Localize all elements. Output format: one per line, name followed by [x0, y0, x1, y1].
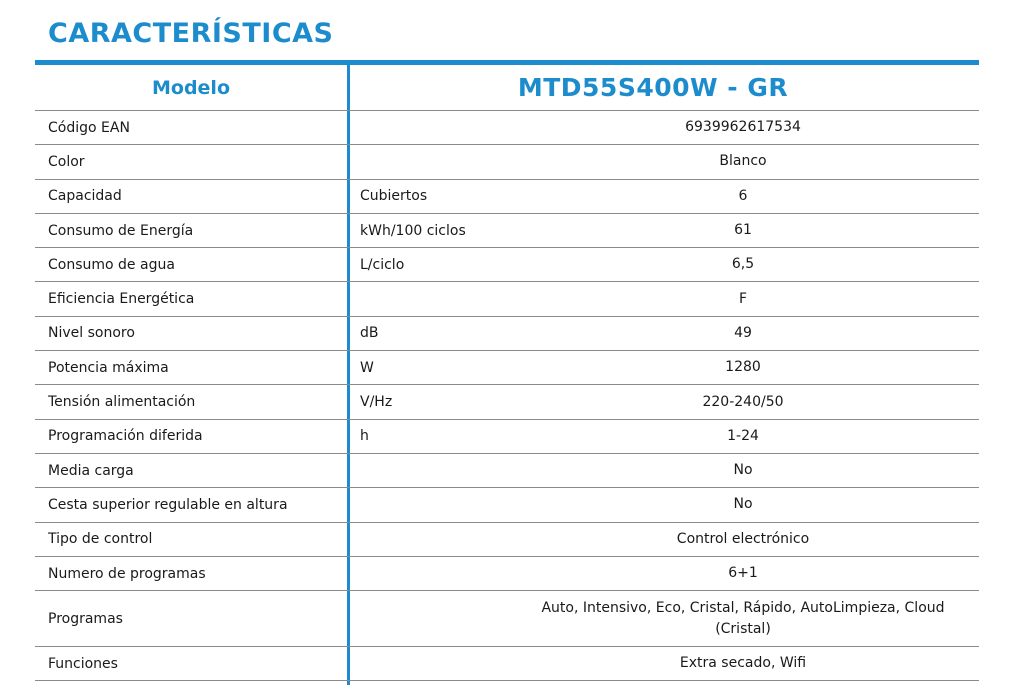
specs-table	[35, 65, 979, 681]
spec-value: 61	[734, 222, 752, 239]
spec-value: F	[738, 290, 748, 307]
table-row	[35, 317, 979, 351]
spec-value: No	[733, 462, 753, 479]
spec-value: 220-240/50	[702, 393, 784, 410]
table-row	[35, 454, 979, 488]
header-model: MTD55S400W - GR	[517, 73, 789, 102]
table-row	[35, 647, 979, 681]
table-row	[35, 523, 979, 557]
spec-name: Color	[48, 153, 85, 170]
spec-value: No	[733, 496, 753, 513]
spec-name: Consumo de Energía	[48, 222, 194, 239]
spec-value: 49	[734, 324, 752, 341]
spec-name: Tipo de control	[48, 531, 153, 548]
spec-name: Eficiencia Energética	[48, 291, 195, 308]
spec-unit: L/ciclo	[360, 256, 405, 273]
spec-name: Funciones	[48, 655, 118, 672]
spec-value: 6,5	[731, 256, 755, 273]
table-row	[35, 248, 979, 282]
spec-name: Código EAN	[48, 119, 130, 136]
spec-value: Control electrónico	[676, 530, 810, 547]
spec-unit: kWh/100 ciclos	[360, 222, 466, 239]
spec-value: 6	[738, 187, 748, 204]
table-row	[35, 214, 979, 248]
spec-unit: W	[360, 359, 374, 376]
spec-name: Tensión alimentación	[48, 394, 196, 411]
spec-value: Extra secado, Wifi	[679, 655, 807, 672]
table-row	[35, 351, 979, 385]
spec-name: Potencia máxima	[48, 359, 169, 376]
spec-value: 6939962617534	[685, 119, 801, 136]
spec-unit: h	[360, 428, 369, 445]
table-row	[35, 180, 979, 214]
spec-name: Programas	[48, 610, 123, 627]
table-row	[35, 111, 979, 145]
spec-unit: dB	[360, 325, 379, 342]
table-row	[35, 145, 979, 179]
spec-unit: V/Hz	[360, 394, 393, 411]
table-row	[35, 282, 979, 316]
spec-name: Media carga	[48, 462, 134, 479]
table-row	[35, 557, 979, 591]
table-row	[35, 488, 979, 522]
table-header-row	[35, 65, 979, 111]
spec-unit: Cubiertos	[360, 188, 428, 205]
spec-name: Programación diferida	[48, 428, 203, 445]
header-label: Modelo	[151, 76, 230, 99]
table-row	[35, 420, 979, 454]
spec-name: Cesta superior regulable en altura	[48, 496, 288, 513]
spec-name: Capacidad	[48, 188, 122, 205]
spec-name: Consumo de agua	[48, 256, 175, 273]
spec-value: Auto, Intensivo, Eco, Cristal, Rápido, AutoLimpieza, Cloud (Cristal)	[541, 599, 945, 637]
spec-name: Numero de programas	[48, 565, 206, 582]
spec-name: Nivel sonoro	[48, 325, 135, 342]
spec-value: 1280	[725, 359, 761, 376]
table-row	[35, 591, 979, 647]
spec-value: 1-24	[727, 427, 759, 444]
spec-value: 6+1	[728, 565, 758, 581]
spec-value: Blanco	[719, 153, 767, 170]
page-title: CARACTERÍSTICAS	[48, 18, 334, 49]
table-row	[35, 385, 979, 419]
